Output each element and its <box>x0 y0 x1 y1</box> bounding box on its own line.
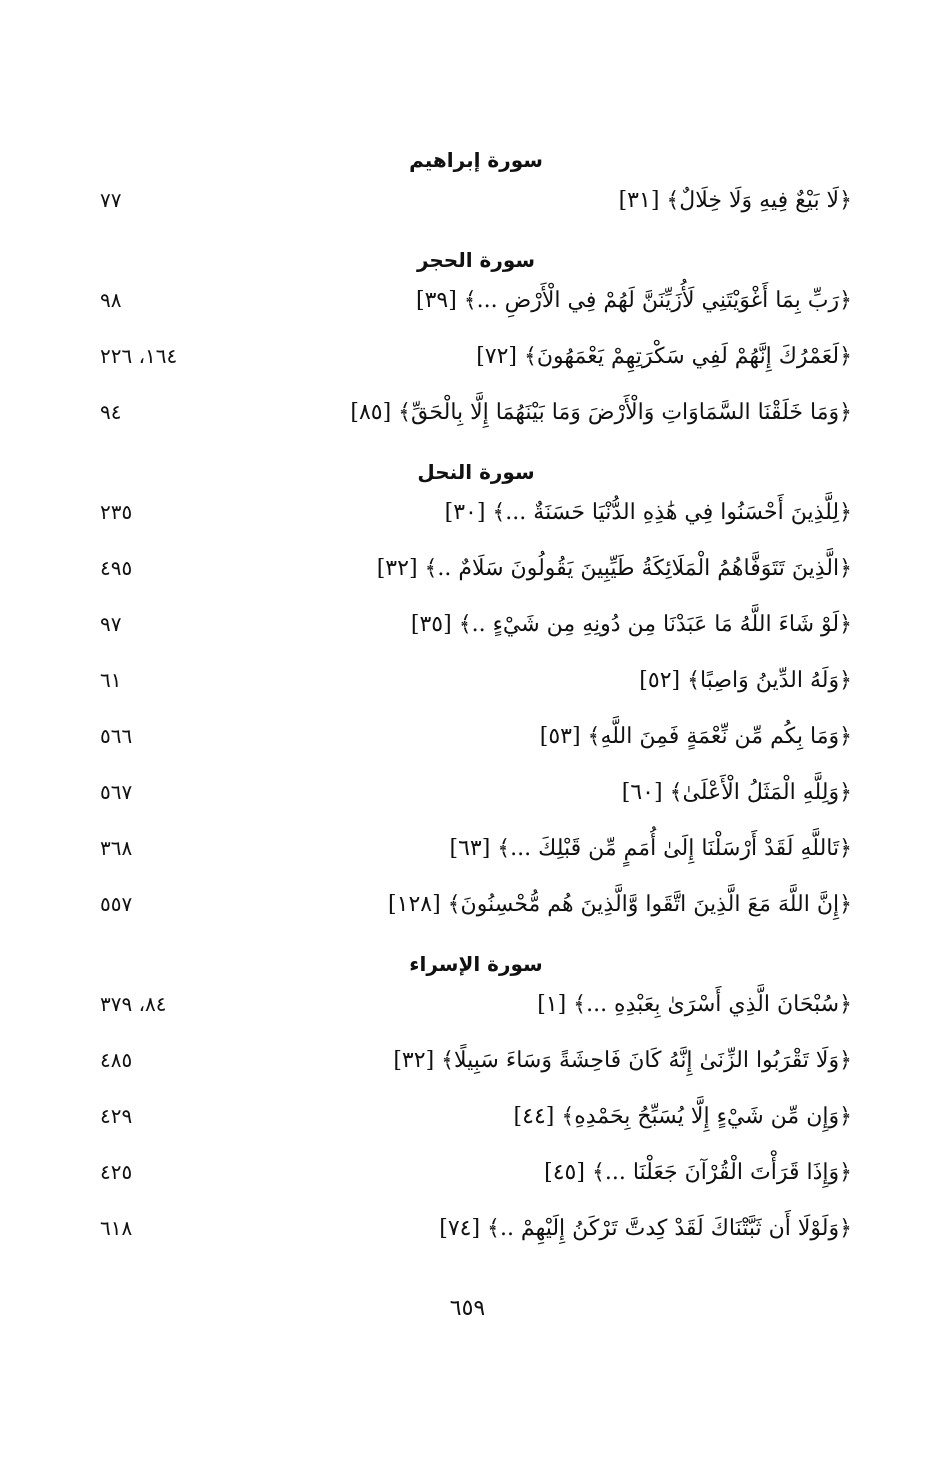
verse-text: ﴿الَّذِينَ تَتَوَفَّاهُمُ الْمَلَائِكَةُ طَيِّبِينَ يَقُولُونَ سَلَامٌ ..﴾ [٣٢] <box>376 556 852 581</box>
verse-text: ﴿وَمَا بِكُم مِّن نِّعْمَةٍ فَمِنَ اللَّهِ﴾ [٥٣] <box>539 724 852 749</box>
page-reference: ٥٦٦ <box>100 724 133 748</box>
index-entry <box>100 886 852 942</box>
page-reference: ٥٦٧ <box>100 780 133 804</box>
index-entry <box>100 550 852 606</box>
page-reference: ١٦٤، ٢٢٦ <box>100 344 178 368</box>
index-entry <box>100 494 852 550</box>
index-entry <box>100 662 852 718</box>
page-reference: ٤٩٥ <box>100 556 133 580</box>
index-entry <box>100 182 852 238</box>
index-entry <box>100 830 852 886</box>
page-reference: ٩٧ <box>100 612 122 636</box>
verse-text: ﴿تَاللَّهِ لَقَدْ أَرْسَلْنَا إِلَىٰ أُمَمٍ مِّن قَبْلِكَ ...﴾ [٦٣] <box>449 836 852 861</box>
verse-text: ﴿وَلِلَّهِ الْمَثَلُ الْأَعْلَىٰ﴾ [٦٠] <box>621 780 852 805</box>
surah-title-nahl: سورة النحل <box>417 460 535 484</box>
surah-title-isra: سورة الإسراء <box>409 952 543 976</box>
page-reference: ٣٦٨ <box>100 836 133 860</box>
page-reference: ٤٨٥ <box>100 1048 133 1072</box>
page-reference: ٥٥٧ <box>100 892 133 916</box>
verse-text: ﴿سُبْحَانَ الَّذِي أَسْرَىٰ بِعَبْدِهِ ...﴾ [١] <box>537 992 852 1017</box>
index-entry <box>100 986 852 1042</box>
page-reference: ٩٤ <box>100 400 122 424</box>
index-entry <box>100 338 852 394</box>
verse-text: ﴿رَبِّ بِمَا أَغْوَيْتَنِي لَأُزَيِّنَنَّ لَهُمْ فِي الْأَرْضِ ...﴾ [٣٩] <box>415 288 852 313</box>
page-reference: ٩٨ <box>100 288 122 312</box>
index-entry <box>100 606 852 662</box>
verse-text: ﴿لِلَّذِينَ أَحْسَنُوا فِي هَٰذِهِ الدُّنْيَا حَسَنَةٌ ...﴾ [٣٠] <box>444 500 852 525</box>
verse-text: ﴿لَعَمْرُكَ إِنَّهُمْ لَفِي سَكْرَتِهِمْ يَعْمَهُونَ﴾ [٧٢] <box>476 344 852 369</box>
verse-text: ﴿وَلَا تَقْرَبُوا الزِّنَىٰ إِنَّهُ كَانَ فَاحِشَةً وَسَاءَ سَبِيلًا﴾ [٣٢] <box>393 1048 852 1073</box>
verse-index <box>100 138 852 1266</box>
index-entry <box>100 774 852 830</box>
index-entry <box>100 1098 852 1154</box>
surah-title-hijr: سورة الحجر <box>416 248 536 272</box>
surah-title-ibrahim: سورة إبراهيم <box>409 148 543 172</box>
index-entry <box>100 1154 852 1210</box>
page-reference: ٤٢٩ <box>100 1104 133 1128</box>
verse-text: ﴿إِنَّ اللَّهَ مَعَ الَّذِينَ اتَّقَوا وَّالَّذِينَ هُم مُّحْسِنُونَ﴾ [١٢٨] <box>388 892 852 917</box>
page-reference: ٦١ <box>100 668 122 692</box>
page-reference: ٦١٨ <box>100 1216 133 1240</box>
verse-text: ﴿وَإِن مِّن شَيْءٍ إِلَّا يُسَبِّحُ بِحَمْدِهِ﴾ [٤٤] <box>513 1104 852 1129</box>
page-number: ٦٥٩ <box>449 1296 486 1321</box>
verse-text: ﴿لَا بَيْعٌ فِيهِ وَلَا خِلَالٌ﴾ [٣١] <box>618 188 852 213</box>
page-reference: ٧٧ <box>100 188 122 212</box>
index-entry <box>100 282 852 338</box>
page-reference: ٢٣٥ <box>100 500 133 524</box>
verse-text: ﴿وَلَهُ الدِّينُ وَاصِبًا﴾ [٥٢] <box>639 668 852 693</box>
verse-text: ﴿وَإِذَا قَرَأْتَ الْقُرْآنَ جَعَلْنَا ...﴾ [٤٥] <box>544 1160 852 1185</box>
page-reference: ٤٢٥ <box>100 1160 133 1184</box>
verse-text: ﴿لَوْ شَاءَ اللَّهُ مَا عَبَدْنَا مِن دُونِهِ مِن شَيْءٍ ..﴾ [٣٥] <box>410 612 852 637</box>
index-entry <box>100 1210 852 1266</box>
index-entry <box>100 1042 852 1098</box>
page-reference: ٨٤، ٣٧٩ <box>100 992 167 1016</box>
index-entry <box>100 718 852 774</box>
index-entry <box>100 394 852 450</box>
verse-text: ﴿وَمَا خَلَقْنَا السَّمَاوَاتِ وَالْأَرْضَ وَمَا بَيْنَهُمَا إِلَّا بِالْحَقِّ﴾ [٨٥] <box>350 400 852 425</box>
verse-text: ﴿وَلَوْلَا أَن ثَبَّتْنَاكَ لَقَدْ كِدتَّ تَرْكَنُ إِلَيْهِمْ ..﴾ [٧٤] <box>439 1216 852 1241</box>
